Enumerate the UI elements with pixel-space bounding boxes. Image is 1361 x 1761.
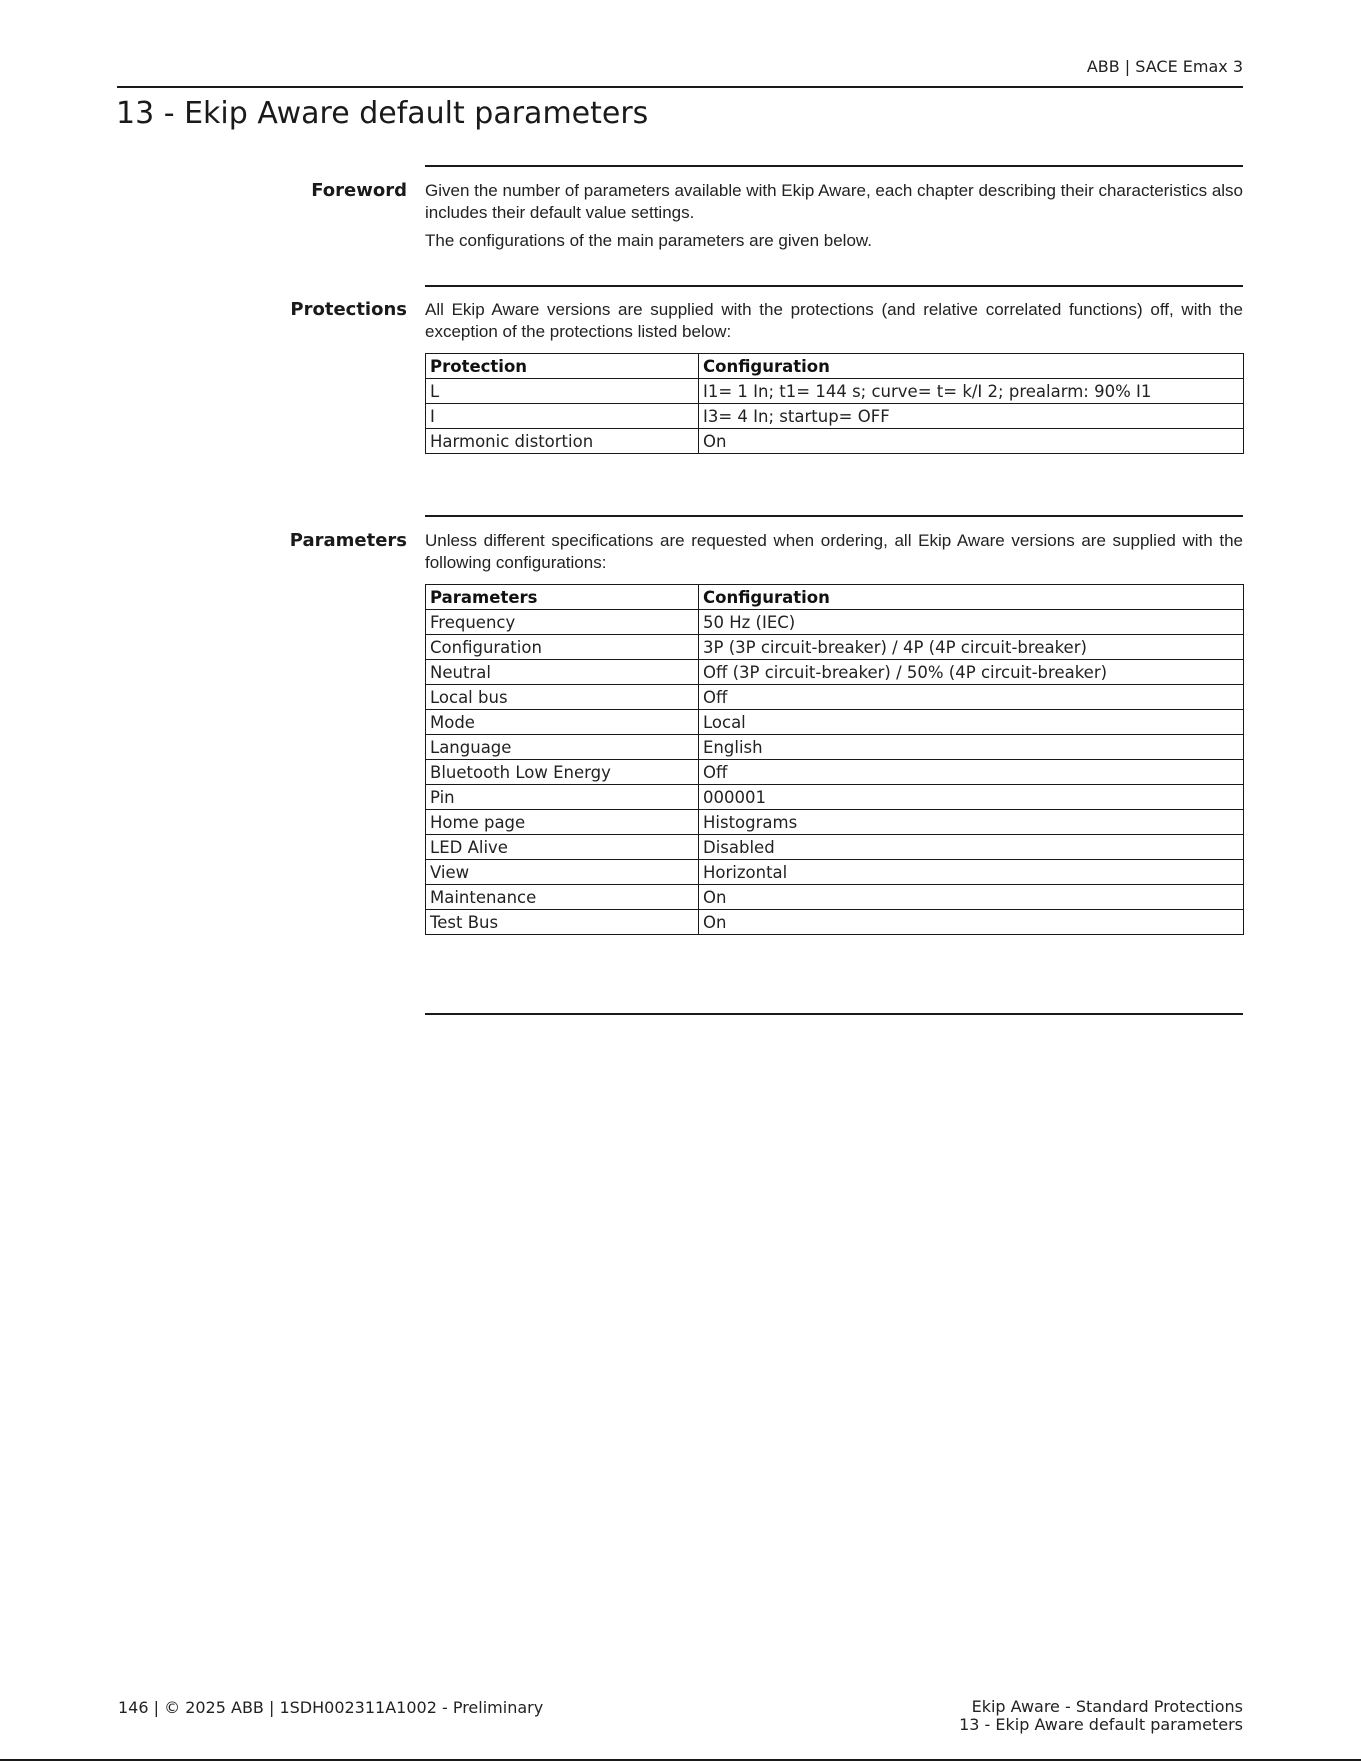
table-cell: Disabled <box>699 835 1244 860</box>
table-cell: Histograms <box>699 810 1244 835</box>
table-cell: 3P (3P circuit-breaker) / 4P (4P circuit-breaker) <box>699 635 1244 660</box>
table-cell: Configuration <box>426 635 699 660</box>
column-header-configuration: Configuration <box>699 585 1244 610</box>
table-row <box>426 429 1244 454</box>
table-cell: Neutral <box>426 660 699 685</box>
protections-table <box>425 353 1244 454</box>
table-row <box>426 885 1244 910</box>
parameters-intro: Unless different specifications are requested when ordering, all Ekip Aware versions are supplied with the following configurations: <box>425 531 1243 572</box>
table-header-row <box>426 585 1244 610</box>
table-row <box>426 379 1244 404</box>
table-cell: I3= 4 In; startup= OFF <box>699 404 1244 429</box>
table-cell: On <box>699 910 1244 935</box>
protections-label: Protections <box>290 299 407 320</box>
table-cell: Local <box>699 710 1244 735</box>
footer-page-info: 146 | © 2025 ABB | 1SDH002311A1002 - Preliminary <box>118 1698 544 1717</box>
table-row <box>426 404 1244 429</box>
table-cell: Frequency <box>426 610 699 635</box>
foreword-paragraph-2: The configurations of the main parameters are given below. <box>425 231 872 250</box>
table-cell: L <box>426 379 699 404</box>
table-cell: Local bus <box>426 685 699 710</box>
table-row <box>426 685 1244 710</box>
protections-rule <box>425 285 1243 287</box>
table-cell: Maintenance <box>426 885 699 910</box>
table-cell: Language <box>426 735 699 760</box>
foreword-label: Foreword <box>311 180 407 201</box>
table-cell: View <box>426 860 699 885</box>
table-cell: Horizontal <box>699 860 1244 885</box>
table-row <box>426 610 1244 635</box>
table-cell: Off <box>699 685 1244 710</box>
foreword-rule <box>425 165 1243 167</box>
table-cell: Pin <box>426 785 699 810</box>
table-row <box>426 710 1244 735</box>
table-cell: Home page <box>426 810 699 835</box>
header-rule <box>117 86 1243 88</box>
footer-doc-section: Ekip Aware - Standard Protections <box>971 1697 1243 1716</box>
table-row <box>426 785 1244 810</box>
table-cell: LED Alive <box>426 835 699 860</box>
table-row <box>426 810 1244 835</box>
table-row <box>426 835 1244 860</box>
end-rule <box>425 1013 1243 1015</box>
table-cell: Off <box>699 760 1244 785</box>
table-cell: Test Bus <box>426 910 699 935</box>
protections-intro: All Ekip Aware versions are supplied with the protections (and relative correlated functions) off, with the exception of the protections listed below: <box>425 300 1243 341</box>
table-cell: 50 Hz (IEC) <box>699 610 1244 635</box>
parameters-rule <box>425 515 1243 517</box>
table-row <box>426 860 1244 885</box>
table-cell: Bluetooth Low Energy <box>426 760 699 785</box>
table-cell: On <box>699 429 1244 454</box>
footer-chapter-title: 13 - Ekip Aware default parameters <box>959 1715 1243 1734</box>
table-row <box>426 760 1244 785</box>
column-header-protection: Protection <box>426 354 699 379</box>
table-cell: I <box>426 404 699 429</box>
table-row <box>426 635 1244 660</box>
column-header-parameters: Parameters <box>426 585 699 610</box>
table-row <box>426 735 1244 760</box>
table-cell: 000001 <box>699 785 1244 810</box>
table-row <box>426 660 1244 685</box>
table-row <box>426 910 1244 935</box>
table-cell: On <box>699 885 1244 910</box>
table-header-row <box>426 354 1244 379</box>
page-title: 13 - Ekip Aware default parameters <box>116 96 649 131</box>
table-cell: Off (3P circuit-breaker) / 50% (4P circuit-breaker) <box>699 660 1244 685</box>
header-doc-title: ABB | SACE Emax 3 <box>1086 57 1243 76</box>
parameters-table <box>425 584 1244 935</box>
parameters-label: Parameters <box>289 530 407 551</box>
column-header-configuration: Configuration <box>699 354 1244 379</box>
table-cell: Mode <box>426 710 699 735</box>
table-cell: English <box>699 735 1244 760</box>
table-cell: I1= 1 In; t1= 144 s; curve= t= k/I 2; prealarm: 90% I1 <box>699 379 1244 404</box>
table-cell: Harmonic distortion <box>426 429 699 454</box>
footer-chapter-info <box>959 1698 1243 1734</box>
foreword-paragraph-1: Given the number of parameters available with Ekip Aware, each chapter describing their characteristics also includes their default value settings. <box>425 181 1243 222</box>
